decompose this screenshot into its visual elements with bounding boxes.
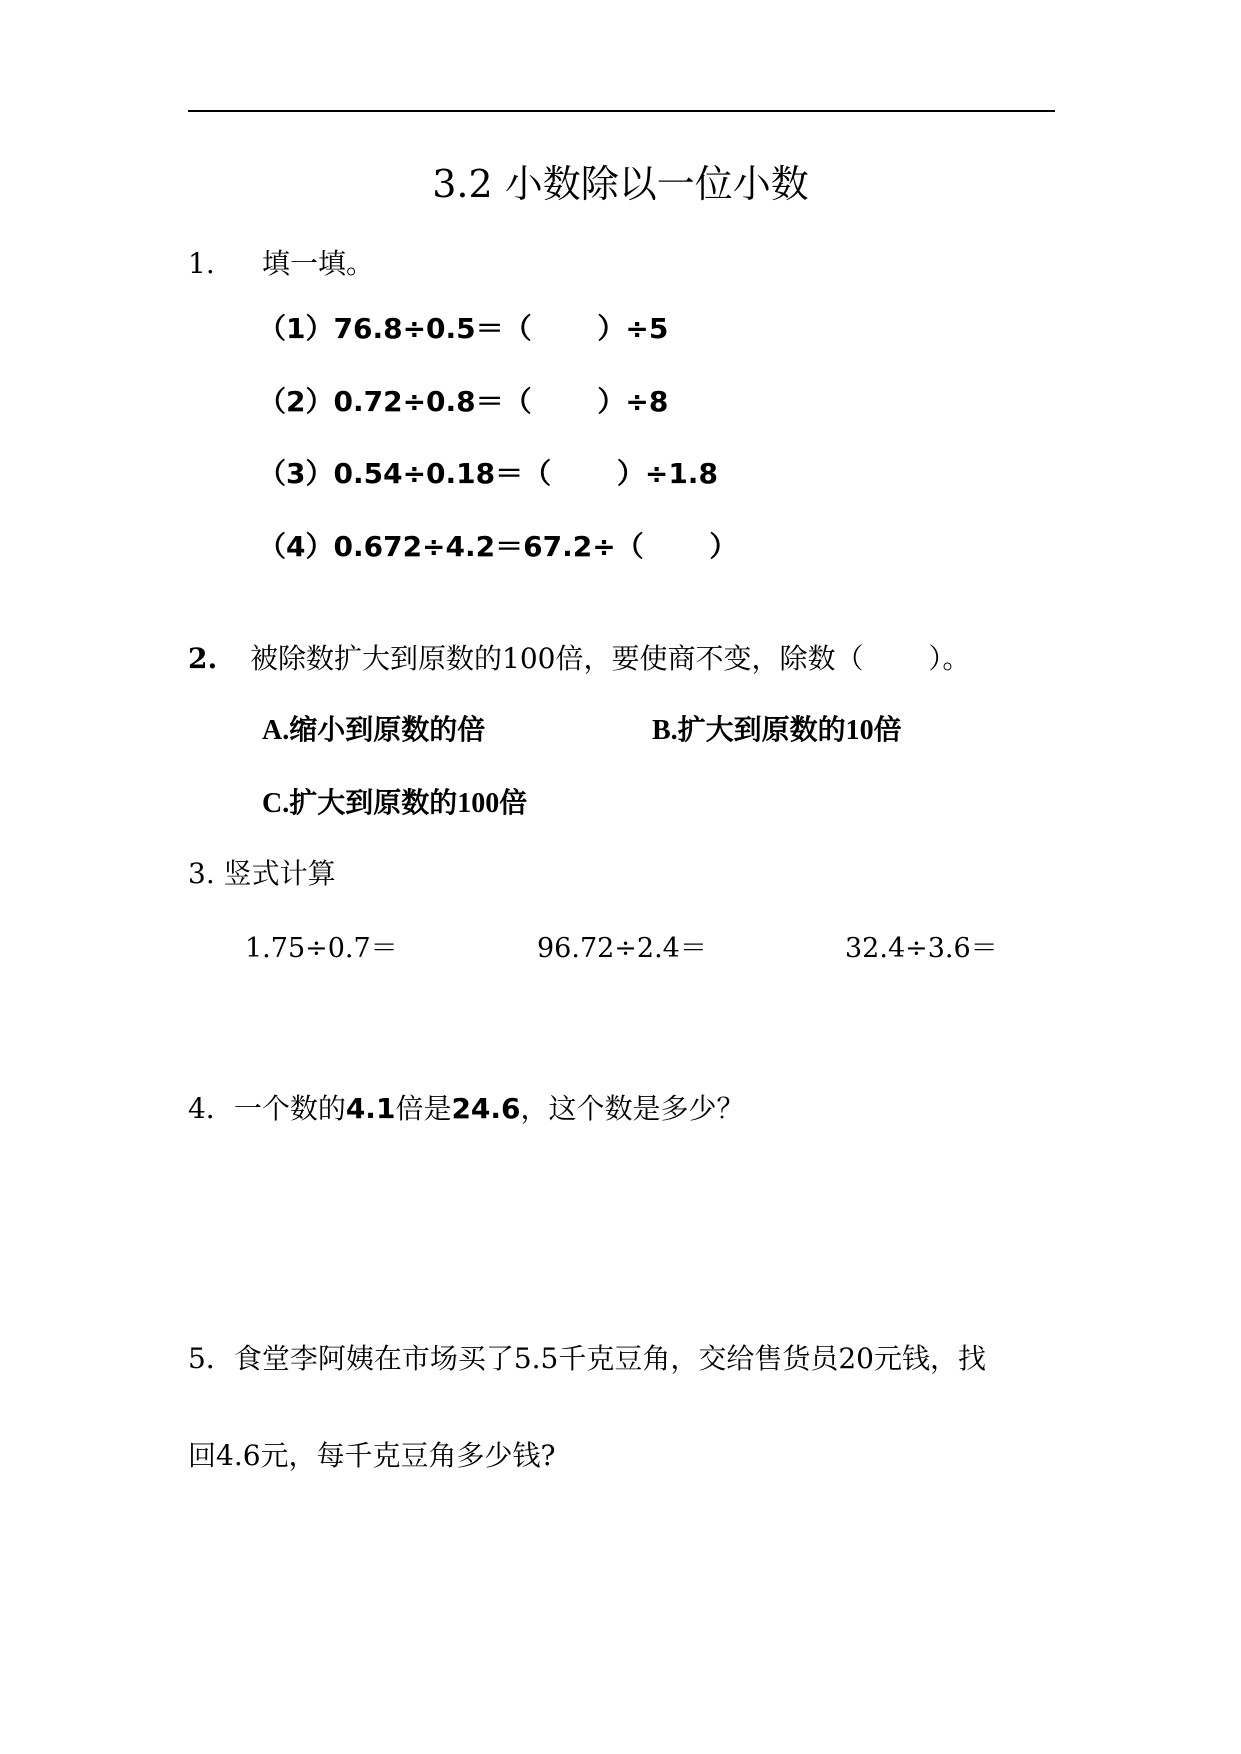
- q3-problem-3: 32.4÷3.6＝: [845, 933, 998, 964]
- q2-number: 2.: [188, 642, 218, 675]
- q1-item-1: （1）76.8÷0.5＝（ ）÷5: [258, 312, 669, 345]
- q1-prompt: 填一填。: [262, 247, 375, 280]
- q1-item-2: （2）0.72÷0.8＝（ ）÷8: [258, 385, 669, 418]
- header-rule: [188, 110, 1055, 112]
- q1-item-3: （3）0.54÷0.18＝（ ）÷1.8: [258, 457, 718, 490]
- q4-pre: 4．一个数的: [188, 1092, 346, 1125]
- q3-label: 3. 竖式计算: [188, 857, 336, 890]
- q4-multiplier: 4.1: [345, 1092, 396, 1125]
- q2-option-b: B.扩大到原数的10倍: [652, 715, 902, 746]
- q1-item-4: （4）0.672÷4.2＝67.2÷（ ）: [258, 530, 738, 563]
- q4-product: 24.6: [451, 1092, 521, 1125]
- q3-problem-2: 96.72÷2.4＝: [537, 933, 707, 964]
- q4-post: ，这个数是多少？: [520, 1092, 745, 1125]
- q1-number: 1.: [188, 247, 215, 280]
- q5-line-1: 5．食堂李阿姨在市场买了5.5千克豆角，交给售货员20元钱，找: [188, 1342, 986, 1375]
- q4-text: [188, 1092, 745, 1125]
- q4-mid: 倍是: [395, 1092, 452, 1125]
- q5-line-2: 回4.6元，每千克豆角多少钱?: [188, 1439, 556, 1472]
- q2-option-c: C.扩大到原数的100倍: [262, 788, 528, 819]
- q2-option-a: A.缩小到原数的倍: [262, 715, 486, 746]
- q3-problem-1: 1.75÷0.7＝: [245, 933, 398, 964]
- page-title: 3.2 小数除以一位小数: [432, 162, 809, 206]
- q2-prompt: 被除数扩大到原数的100倍，要使商不变，除数（ ）。: [250, 642, 971, 675]
